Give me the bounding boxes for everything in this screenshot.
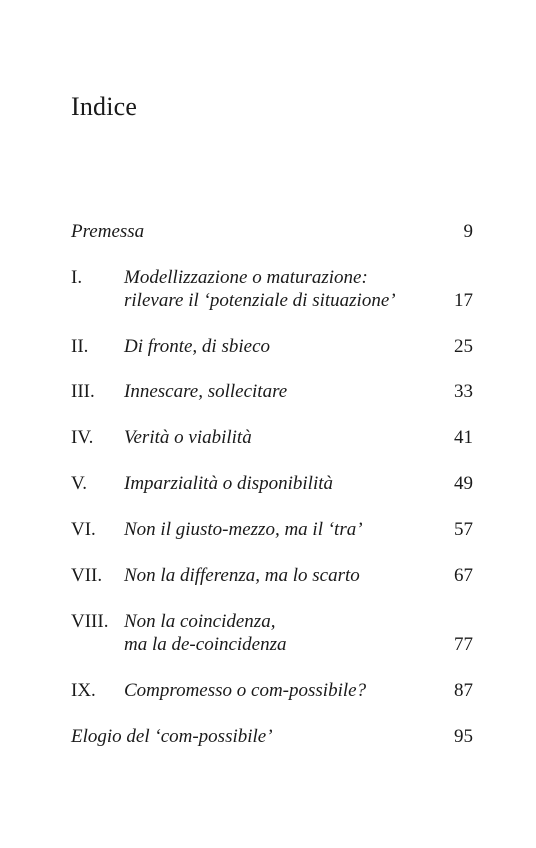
toc-entry-title: Non il giusto-mezzo, ma il ‘tra’ [124,519,363,540]
chapter-number: VII. [71,565,103,586]
toc-entry-title: Di fronte, di sbieco [124,336,270,357]
chapter-number: III. [71,381,95,402]
chapter-number: IV. [71,427,94,448]
toc-entry-title: Non la coincidenza, ma la de-coincidenza [124,611,287,655]
toc-entry-title: Premessa [71,221,145,242]
toc-entry-page: 95 [454,726,473,747]
chapter-number: I. [71,267,83,288]
chapter-number: II. [71,336,89,357]
toc-entry-page: 9 [463,221,473,242]
toc-entry-page: 49 [454,473,473,494]
toc-entry-title: Imparzialità o disponibilità [124,473,334,494]
chapter-number: V. [71,473,88,494]
toc-entry-page: 87 [454,680,473,701]
toc-entry-page: 77 [454,634,473,655]
toc-entry-title: Non la differenza, ma lo scarto [124,565,360,586]
toc-entry-title: Modellizzazione o maturazione: rilevare il ‘potenziale di situazione’ [124,267,396,311]
toc-entry-title: Innescare, sollecitare [124,381,288,402]
chapter-number: VI. [71,519,96,540]
toc-entry-title: Verità o viabilità [124,427,252,448]
toc-entry-page: 41 [454,427,473,448]
chapter-number: IX. [71,680,96,701]
page-title: Indice [71,92,138,121]
toc-entry-page: 17 [454,290,473,311]
toc-entry-page: 33 [454,381,473,402]
chapter-number: VIII. [71,611,109,632]
toc-entry-title: Elogio del ‘com-possibile’ [71,726,273,747]
toc-entry-page: 67 [454,565,473,586]
toc-entry-title: Compromesso o com-possibile? [124,680,367,701]
toc-entry-page: 25 [454,336,473,357]
toc-entry-page: 57 [454,519,473,540]
